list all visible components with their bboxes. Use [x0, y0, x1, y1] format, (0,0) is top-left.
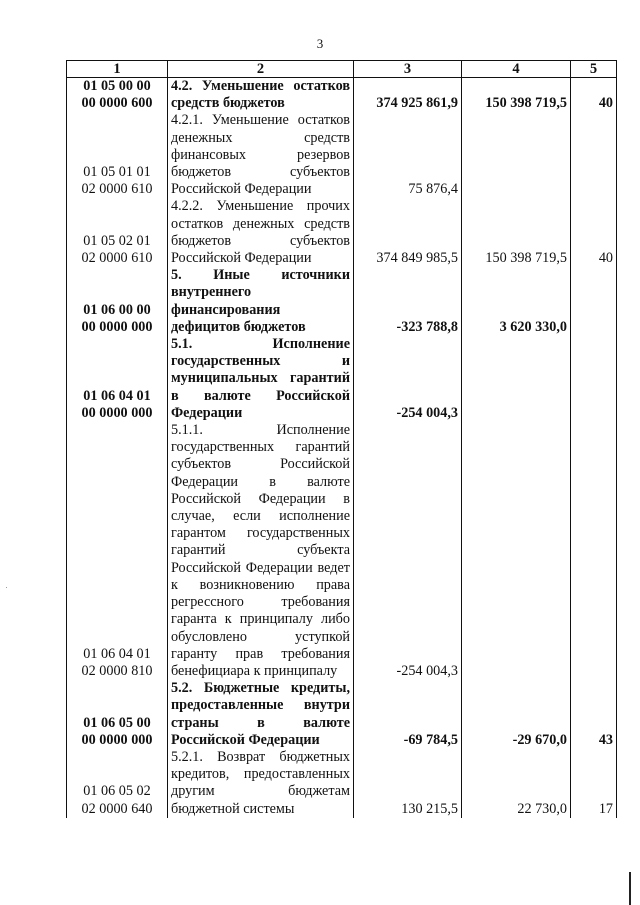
- row-description: 4.2. Уменьшение остатков средств бюджетов: [171, 78, 350, 112]
- value-col5: [571, 422, 617, 680]
- description-cell: [168, 267, 354, 336]
- table-row: [67, 680, 617, 749]
- row-description: 5.2.1. Возврат бюджетных кредитов, предоставленных другим бюджетам бюджетной системы: [171, 748, 350, 817]
- budget-code: 01 06 05 02 02 0000 640: [81, 783, 153, 817]
- table-row: [67, 267, 617, 336]
- row-description: 5.2. Бюджетные кредиты, предоставленные внутри страны в валюте Российской Федерации: [171, 680, 350, 748]
- value-col4: 22 730,0: [462, 749, 571, 818]
- value-col5: 43: [571, 680, 617, 749]
- value-col4: [462, 422, 571, 680]
- description-cell: [168, 749, 354, 818]
- value-col3: 75 876,4: [354, 112, 462, 198]
- description-cell: [168, 198, 354, 267]
- budget-code-cell: [67, 749, 168, 818]
- page-number: 3: [316, 36, 324, 51]
- row-description: 4.2.2. Уменьшение прочих остатков денежных средств бюджетов субъектов Российской Федерации: [171, 198, 350, 267]
- row-description: 5.1. Исполнение государственных и муниципальных гарантий в валюте Российской Федерации: [171, 336, 350, 421]
- column-header-5: 5: [571, 61, 617, 78]
- table-row: [67, 78, 617, 113]
- budget-code-cell: [67, 198, 168, 267]
- value-col5: [571, 112, 617, 198]
- value-col3: 374 849 985,5: [354, 198, 462, 267]
- description-cell: [168, 112, 354, 198]
- scan-edge-mark: [629, 872, 631, 905]
- description-cell: [168, 680, 354, 749]
- row-description: 5. Иные источники внутреннего финансирования дефицитов бюджетов: [171, 267, 350, 335]
- budget-code-cell: [67, 336, 168, 422]
- value-col3: -254 004,3: [354, 422, 462, 680]
- description-cell: [168, 78, 354, 113]
- row-description: 5.1.1. Исполнение государственных гарантий субъектов Российской Федерации в валюте Российской Федерации в случае, если исполнение гарантом государственных гарантий субъекта Российской Федерации ведет к возникновению права регрессного требования гаранта к принципалу либо обусловлено уступкой гаранту прав требования бенефициара к принципалу: [171, 422, 350, 679]
- budget-sources-table: [66, 60, 617, 818]
- scan-speck: [6, 587, 7, 588]
- value-col3: -254 004,3: [354, 336, 462, 422]
- value-col5: 40: [571, 198, 617, 267]
- value-col4: 150 398 719,5: [462, 78, 571, 113]
- budget-code-cell: [67, 680, 168, 749]
- table-row: [67, 422, 617, 680]
- table-row: [67, 198, 617, 267]
- value-col5: [571, 267, 617, 336]
- value-col5: [571, 336, 617, 422]
- value-col4: [462, 336, 571, 422]
- table-row: [67, 112, 617, 198]
- description-cell: [168, 336, 354, 422]
- value-col3: 130 215,5: [354, 749, 462, 818]
- budget-code: 01 05 00 00 00 0000 600: [81, 78, 153, 112]
- budget-code: 01 06 04 01 00 0000 000: [81, 387, 153, 421]
- budget-code-cell: [67, 112, 168, 198]
- column-header-3: 3: [354, 61, 462, 78]
- value-col5: 17: [571, 749, 617, 818]
- budget-code-cell: [67, 267, 168, 336]
- budget-code: 01 06 00 00 00 0000 000: [81, 301, 153, 335]
- description-cell: [168, 422, 354, 680]
- column-header-1: 1: [67, 61, 168, 78]
- value-col3: 374 925 861,9: [354, 78, 462, 113]
- value-col3: -323 788,8: [354, 267, 462, 336]
- value-col3: -69 784,5: [354, 680, 462, 749]
- value-col5: 40: [571, 78, 617, 113]
- column-header-4: 4: [462, 61, 571, 78]
- table-header-row: [67, 61, 617, 78]
- value-col4: [462, 112, 571, 198]
- row-description: 4.2.1. Уменьшение остатков денежных средств финансовых резервов бюджетов субъектов Российской Федерации: [171, 112, 350, 198]
- table-row: [67, 336, 617, 422]
- value-col4: 150 398 719,5: [462, 198, 571, 267]
- budget-code: 01 05 02 01 02 0000 610: [81, 232, 153, 267]
- table-row: [67, 749, 617, 818]
- budget-code-cell: [67, 78, 168, 113]
- budget-code: 01 06 05 00 00 0000 000: [81, 714, 153, 748]
- value-col4: -29 670,0: [462, 680, 571, 749]
- value-col4: 3 620 330,0: [462, 267, 571, 336]
- budget-code: 01 05 01 01 02 0000 610: [81, 164, 153, 198]
- budget-code-cell: [67, 422, 168, 680]
- budget-code: 01 06 04 01 02 0000 810: [81, 645, 153, 679]
- column-header-2: 2: [168, 61, 354, 78]
